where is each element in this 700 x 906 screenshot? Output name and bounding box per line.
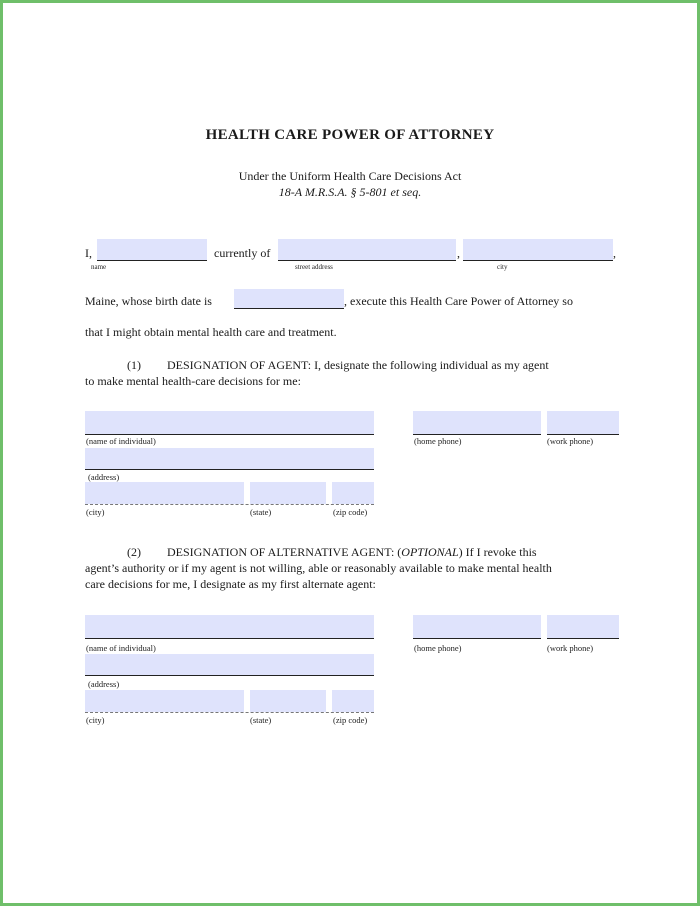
currently-of-label: currently of	[214, 246, 271, 260]
alt-agent-zip-field[interactable]	[332, 690, 374, 712]
alt-agent-city-field[interactable]	[85, 690, 244, 712]
street-address-caption: street address	[295, 263, 333, 271]
agent-state-caption: (state)	[250, 507, 272, 517]
birth-date-field[interactable]	[234, 289, 344, 309]
street-address-field[interactable]	[278, 239, 456, 261]
alt-agent-name-caption: (name of individual)	[86, 643, 156, 653]
agent-zip-field[interactable]	[332, 482, 374, 504]
comma-2: ,	[613, 246, 616, 260]
alt-agent-zip-caption: (zip code)	[333, 715, 368, 725]
section2-line2: agent’s authority or if my agent is not willing, able or reasonably available to make mental health	[85, 561, 552, 575]
agent-home-phone-field[interactable]	[413, 411, 541, 435]
name-caption: name	[91, 263, 107, 271]
city-field[interactable]	[463, 239, 613, 261]
alt-agent-address-field[interactable]	[85, 654, 374, 676]
section2-line1	[167, 545, 537, 560]
principal-name-field[interactable]	[97, 239, 207, 261]
statute-reference: 18-A M.R.S.A. § 5-801 et seq.	[278, 185, 422, 199]
section2-line1-prefix: DESIGNATION OF ALTERNATIVE AGENT: (	[167, 545, 402, 559]
section1-line2: to make mental health-care decisions for me:	[85, 374, 301, 388]
city-caption: city	[497, 263, 508, 271]
section1-number: (1)	[127, 358, 141, 372]
agent-city-caption: (city)	[86, 507, 105, 517]
agent-city-underline	[85, 504, 374, 505]
agent-name-caption: (name of individual)	[86, 436, 156, 446]
section2-line3: care decisions for me, I designate as my first alternate agent:	[85, 577, 376, 591]
document-subtitle: Under the Uniform Health Care Decisions Act	[238, 169, 462, 183]
agent-state-field[interactable]	[250, 482, 326, 504]
alt-agent-state-field[interactable]	[250, 690, 326, 712]
agent-work-phone-field[interactable]	[547, 411, 619, 435]
document-title: HEALTH CARE POWER OF ATTORNEY	[205, 127, 495, 143]
section2-number: (2)	[127, 545, 141, 559]
agent-work-phone-caption: (work phone)	[547, 436, 594, 446]
agent-city-field[interactable]	[85, 482, 244, 504]
optional-label: OPTIONAL	[401, 545, 459, 559]
alt-agent-name-field[interactable]	[85, 615, 374, 639]
alt-agent-work-phone-caption: (work phone)	[547, 643, 594, 653]
agent-home-phone-caption: (home phone)	[414, 436, 462, 446]
intro-line3: that I might obtain mental health care and treatment.	[85, 325, 337, 339]
alt-agent-work-phone-field[interactable]	[547, 615, 619, 639]
alt-agent-home-phone-caption: (home phone)	[414, 643, 462, 653]
intro-i-label: I,	[85, 246, 92, 260]
intro-line2-prefix: Maine, whose birth date is	[85, 294, 212, 308]
alt-agent-city-underline	[85, 712, 374, 713]
alt-agent-address-caption: (address)	[88, 679, 120, 689]
agent-address-caption: (address)	[88, 472, 120, 482]
alt-agent-city-caption: (city)	[86, 715, 105, 725]
agent-address-field[interactable]	[85, 448, 374, 470]
section1-line1: DESIGNATION OF AGENT: I, designate the following individual as my agent	[167, 358, 549, 372]
alt-agent-home-phone-field[interactable]	[413, 615, 541, 639]
section2-line1-suffix: ) If I revoke this	[458, 545, 537, 559]
comma-1: ,	[457, 246, 460, 260]
agent-zip-caption: (zip code)	[333, 507, 368, 517]
agent-name-field[interactable]	[85, 411, 374, 435]
intro-line2-suffix: , execute this Health Care Power of Attorney so	[344, 294, 573, 308]
alt-agent-state-caption: (state)	[250, 715, 272, 725]
